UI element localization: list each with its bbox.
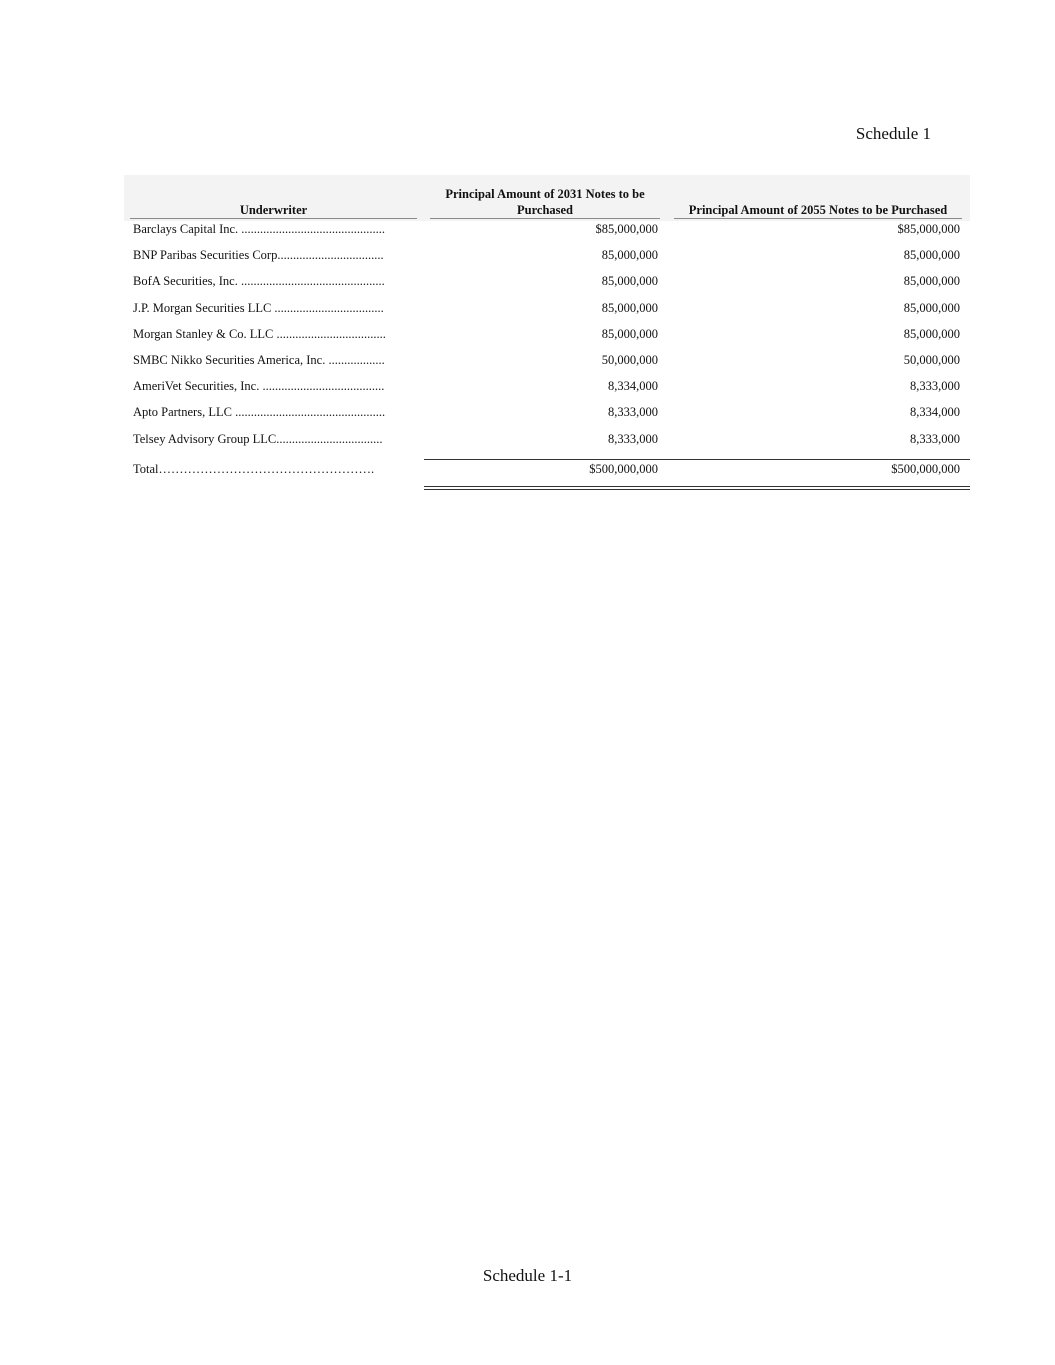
- total-2055: $500,000,000: [891, 461, 960, 476]
- underwriter-name: Telsey Advisory Group LLC..................................: [133, 431, 383, 446]
- underwriter-name: Apto Partners, LLC ................................................: [133, 405, 386, 420]
- table-header: [124, 175, 970, 221]
- table-row: [124, 378, 970, 404]
- underwriter-name: BNP Paribas Securities Corp..................................: [133, 248, 384, 263]
- table-row: [124, 221, 970, 247]
- amount-2055: 50,000,000: [903, 352, 960, 367]
- table-row: [124, 431, 970, 457]
- underwriter-name: J.P. Morgan Securities LLC ...................................: [133, 300, 384, 315]
- header-2031-notes: Principal Amount of 2031 Notes to be Purchased: [430, 186, 660, 219]
- total-double-rule: [424, 486, 970, 490]
- amount-2055: 85,000,000: [903, 274, 960, 289]
- amount-2031: 8,333,000: [608, 405, 658, 420]
- amount-2031: 85,000,000: [601, 274, 658, 289]
- amount-2031: 8,334,000: [608, 379, 658, 394]
- amount-2031: $85,000,000: [595, 222, 658, 236]
- schedule-label: Schedule 1: [855, 124, 931, 143]
- underwriter-name: Barclays Capital Inc. ..............................................: [133, 222, 386, 236]
- amount-2055: 8,333,000: [910, 379, 960, 394]
- amount-2055: 85,000,000: [903, 248, 960, 263]
- underwriter-table: [124, 175, 970, 489]
- table-row: [124, 247, 970, 273]
- total-label: Total…………………………………………….: [133, 461, 375, 476]
- amount-2031: 50,000,000: [601, 352, 658, 367]
- header-2055-notes: Principal Amount of 2055 Notes to be Purchased: [674, 202, 962, 219]
- table-row: [124, 300, 970, 326]
- total-2031: $500,000,000: [589, 461, 658, 476]
- amount-2031: 8,333,000: [608, 431, 658, 446]
- total-row: [124, 459, 970, 489]
- header-underwriter: Underwriter: [130, 202, 417, 219]
- underwriter-name: SMBC Nikko Securities America, Inc. ..................: [133, 352, 385, 367]
- table-row: [124, 326, 970, 352]
- amount-2031: 85,000,000: [601, 248, 658, 263]
- amount-2031: 85,000,000: [601, 326, 658, 341]
- amount-2055: 85,000,000: [903, 326, 960, 341]
- total-top-rule: [424, 459, 970, 460]
- amount-2031: 85,000,000: [601, 300, 658, 315]
- page-footer: Schedule 1-1: [482, 1266, 573, 1285]
- amount-2055: 8,334,000: [910, 405, 960, 420]
- amount-2055: 8,333,000: [910, 431, 960, 446]
- underwriter-name: AmeriVet Securities, Inc. .......................................: [133, 379, 385, 394]
- table-row: [124, 352, 970, 378]
- table-row: [124, 273, 970, 299]
- table-body: [124, 221, 970, 457]
- underwriter-name: Morgan Stanley & Co. LLC ...................................: [133, 326, 386, 341]
- underwriter-name: BofA Securities, Inc. ..............................................: [133, 274, 385, 289]
- table-row: [124, 404, 970, 430]
- amount-2055: $85,000,000: [897, 222, 960, 236]
- amount-2055: 85,000,000: [903, 300, 960, 315]
